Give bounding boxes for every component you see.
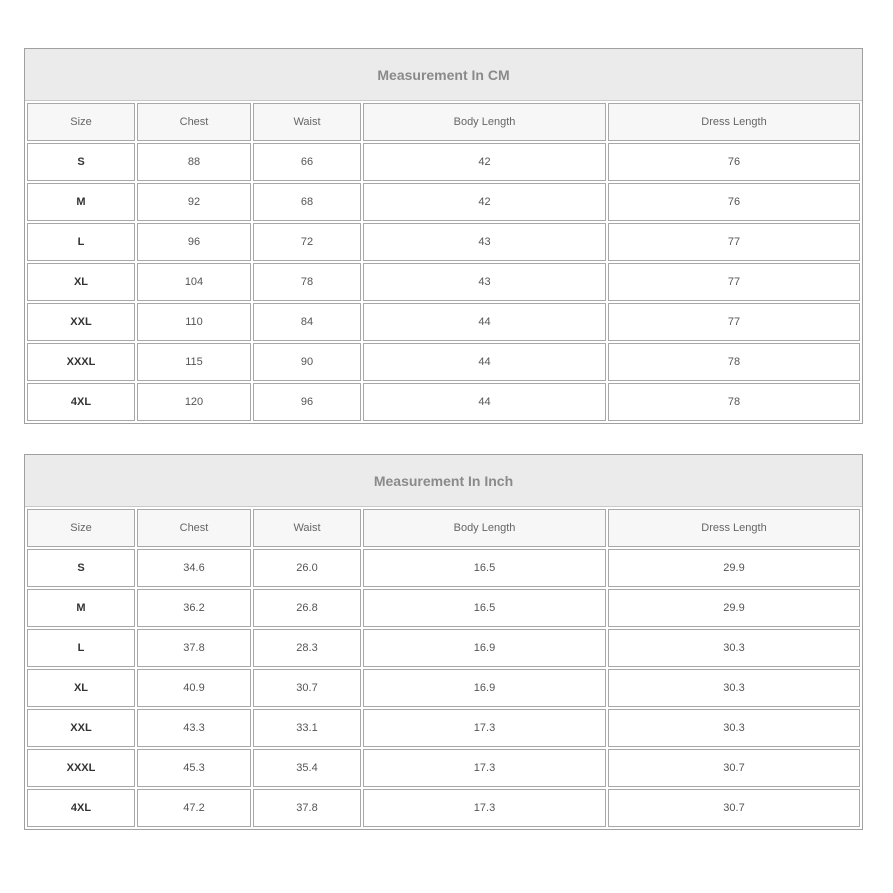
column-header: Size bbox=[27, 509, 135, 547]
table-cell: 30.3 bbox=[608, 669, 860, 707]
table-cell: 96 bbox=[137, 223, 251, 261]
table-cell: 110 bbox=[137, 303, 251, 341]
table-cell: 35.4 bbox=[253, 749, 361, 787]
column-header: Chest bbox=[137, 103, 251, 141]
table-cell: 30.7 bbox=[608, 789, 860, 827]
table-row bbox=[27, 749, 860, 787]
table-cell: 45.3 bbox=[137, 749, 251, 787]
size-cell: L bbox=[27, 223, 135, 261]
table-cell: 17.3 bbox=[363, 789, 606, 827]
size-cell: XXXL bbox=[27, 749, 135, 787]
table-cell: 26.0 bbox=[253, 549, 361, 587]
table-cell: 33.1 bbox=[253, 709, 361, 747]
column-header: Body Length bbox=[363, 103, 606, 141]
table-cell: 37.8 bbox=[137, 629, 251, 667]
table-cell: 17.3 bbox=[363, 749, 606, 787]
table-cell: 78 bbox=[253, 263, 361, 301]
size-cell: 4XL bbox=[27, 383, 135, 421]
table-cell: 40.9 bbox=[137, 669, 251, 707]
column-header: Waist bbox=[253, 103, 361, 141]
size-cell: L bbox=[27, 629, 135, 667]
column-header: Dress Length bbox=[608, 103, 860, 141]
column-header: Waist bbox=[253, 509, 361, 547]
header-row bbox=[27, 103, 860, 141]
table-cell: 44 bbox=[363, 383, 606, 421]
table-cell: 16.5 bbox=[363, 549, 606, 587]
table-cell: 29.9 bbox=[608, 549, 860, 587]
table-cell: 77 bbox=[608, 263, 860, 301]
size-cell: M bbox=[27, 183, 135, 221]
table-row bbox=[27, 183, 860, 221]
table-cell: 36.2 bbox=[137, 589, 251, 627]
table-cell: 84 bbox=[253, 303, 361, 341]
table-row bbox=[27, 589, 860, 627]
column-header: Dress Length bbox=[608, 509, 860, 547]
size-cell: XL bbox=[27, 669, 135, 707]
table-cell: 30.3 bbox=[608, 629, 860, 667]
table-row bbox=[27, 549, 860, 587]
table-cell: 16.5 bbox=[363, 589, 606, 627]
table-cell: 16.9 bbox=[363, 629, 606, 667]
table-cell: 96 bbox=[253, 383, 361, 421]
size-chart-inch bbox=[24, 454, 863, 830]
size-cell: S bbox=[27, 143, 135, 181]
table-cell: 43.3 bbox=[137, 709, 251, 747]
table-cell: 66 bbox=[253, 143, 361, 181]
table-cell: 16.9 bbox=[363, 669, 606, 707]
table-cell: 76 bbox=[608, 143, 860, 181]
table-cell: 104 bbox=[137, 263, 251, 301]
table-title: Measurement In CM bbox=[25, 49, 862, 101]
table-cell: 115 bbox=[137, 343, 251, 381]
table-cell: 120 bbox=[137, 383, 251, 421]
table-cell: 30.7 bbox=[608, 749, 860, 787]
size-cell: XL bbox=[27, 263, 135, 301]
column-header: Size bbox=[27, 103, 135, 141]
size-cell: 4XL bbox=[27, 789, 135, 827]
table-cell: 43 bbox=[363, 223, 606, 261]
table-cell: 28.3 bbox=[253, 629, 361, 667]
table-cell: 78 bbox=[608, 343, 860, 381]
table-row bbox=[27, 669, 860, 707]
table-cell: 77 bbox=[608, 303, 860, 341]
table-cell: 92 bbox=[137, 183, 251, 221]
table-cell: 42 bbox=[363, 143, 606, 181]
table-cell: 76 bbox=[608, 183, 860, 221]
size-table bbox=[25, 101, 862, 423]
size-cell: XXXL bbox=[27, 343, 135, 381]
table-cell: 37.8 bbox=[253, 789, 361, 827]
table-cell: 77 bbox=[608, 223, 860, 261]
table-cell: 78 bbox=[608, 383, 860, 421]
table-cell: 72 bbox=[253, 223, 361, 261]
table-cell: 44 bbox=[363, 343, 606, 381]
size-chart-cm bbox=[24, 48, 863, 424]
table-row bbox=[27, 789, 860, 827]
table-row bbox=[27, 709, 860, 747]
table-cell: 88 bbox=[137, 143, 251, 181]
table-cell: 44 bbox=[363, 303, 606, 341]
table-cell: 29.9 bbox=[608, 589, 860, 627]
column-header: Body Length bbox=[363, 509, 606, 547]
size-table bbox=[25, 507, 862, 829]
table-cell: 43 bbox=[363, 263, 606, 301]
table-row bbox=[27, 383, 860, 421]
size-cell: M bbox=[27, 589, 135, 627]
table-cell: 90 bbox=[253, 343, 361, 381]
table-cell: 68 bbox=[253, 183, 361, 221]
table-row bbox=[27, 143, 860, 181]
size-cell: XXL bbox=[27, 303, 135, 341]
size-cell: XXL bbox=[27, 709, 135, 747]
header-row bbox=[27, 509, 860, 547]
table-cell: 17.3 bbox=[363, 709, 606, 747]
table-cell: 30.3 bbox=[608, 709, 860, 747]
table-cell: 30.7 bbox=[253, 669, 361, 707]
table-row bbox=[27, 223, 860, 261]
table-cell: 42 bbox=[363, 183, 606, 221]
size-cell: S bbox=[27, 549, 135, 587]
table-cell: 26.8 bbox=[253, 589, 361, 627]
table-title: Measurement In Inch bbox=[25, 455, 862, 507]
column-header: Chest bbox=[137, 509, 251, 547]
table-cell: 34.6 bbox=[137, 549, 251, 587]
table-row bbox=[27, 629, 860, 667]
table-row bbox=[27, 303, 860, 341]
table-row bbox=[27, 263, 860, 301]
table-row bbox=[27, 343, 860, 381]
table-cell: 47.2 bbox=[137, 789, 251, 827]
